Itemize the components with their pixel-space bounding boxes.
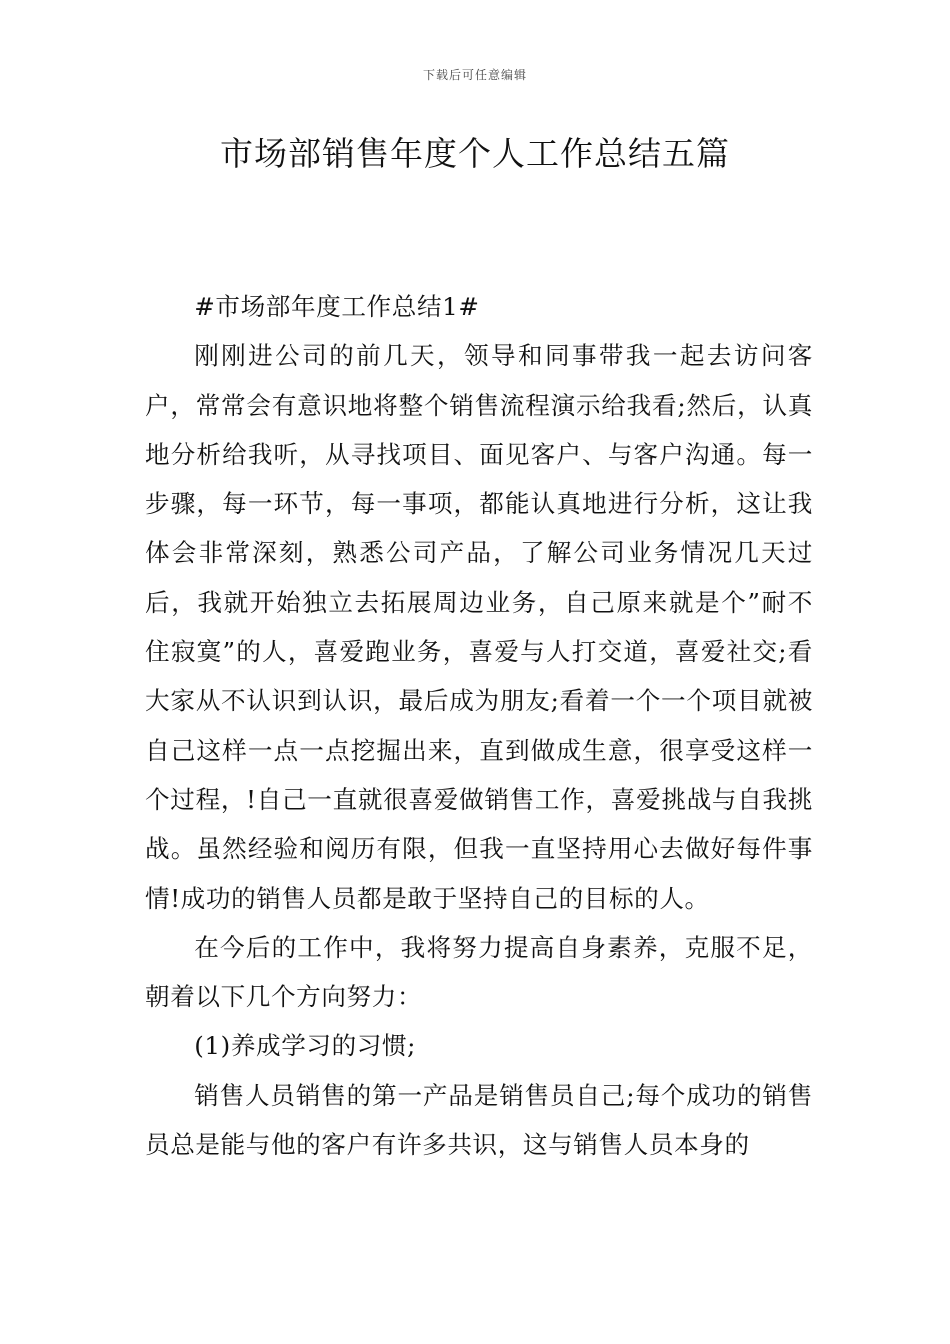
paragraph: 刚刚进公司的前几天，领导和同事带我一起去访问客户，常常会有意识地将整个销售流程演示给我看;然后，认真地分析给我听，从寻找项目、面见客户、与客户沟通。每一步骤，每一环节，每一事项，都能认真地进行分析，这让我体会非常深刻，熟悉公司产品，了解公司业务情况几天过后，我就开始独立去拓展周边业务，自己原来就是个”耐不住寂寞”的人，喜爱跑业务，喜爱与人打交道，喜爱社交;看大家从不认识到认识，最后成为朋友;看着一个一个项目就被自己这样一点一点挖掘出来，直到做成生意，很享受这样一个过程，!自己一直就很喜爱做销售工作，喜爱挑战与自我挑战。虽然经验和阅历有限，但我一直坚持用心去做好每件事情!成功的销售人员都是敢于坚持自己的目标的人。 <box>145 341 813 913</box>
paragraph: 在今后的工作中，我将努力提高自身素养，克服不足，朝着以下几个方向努力： <box>145 932 813 1012</box>
document-body <box>145 282 813 1169</box>
paragraph: 销售人员销售的第一产品是销售员自己;每个成功的销售员总是能与他的客户有许多共识，这与销售人员本身的 <box>145 1080 813 1160</box>
document-title: 市场部销售年度个人工作总结五篇 <box>220 134 730 173</box>
header-note: 下载后可任意编辑 <box>422 68 527 82</box>
list-item: (1)养成学习的习惯; <box>194 1031 417 1061</box>
section-heading: #市场部年度工作总结1# <box>194 292 480 321</box>
